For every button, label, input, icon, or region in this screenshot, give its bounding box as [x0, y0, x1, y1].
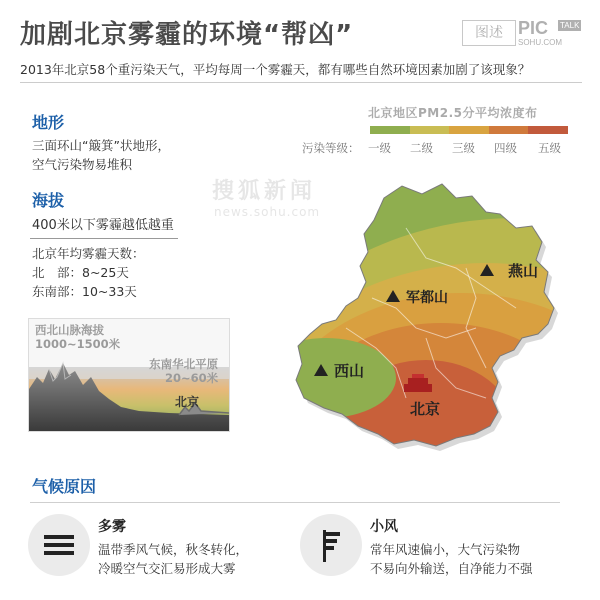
southeast-elevation-label [145, 357, 218, 385]
xishan-label: 西山 [334, 362, 365, 380]
climate-heading: 气候原因 [32, 477, 97, 496]
elevation-illustration [28, 318, 230, 432]
terrain-text [32, 136, 170, 174]
fog-description [98, 540, 248, 578]
legend-level-5: 五级 [538, 141, 561, 155]
legend-swatch-3 [449, 126, 489, 134]
legend-level-1: 一级 [368, 141, 391, 155]
nw-range: 1000~1500米 [35, 337, 121, 351]
se-range: 20~60米 [165, 371, 219, 385]
altitude-line: 北 部：8~25天 [32, 265, 129, 280]
header-divider [20, 82, 582, 83]
wind-description [370, 540, 533, 578]
pollution-bands [286, 168, 586, 468]
fog-line: 冷暖空气交汇易形成大雾 [98, 561, 236, 576]
terrain-line: 空气污染物易堆积 [32, 157, 133, 172]
page-subtitle: 2013年北京58个重污染天气，平均每周一个雾霾天，都有哪些自然环境因素加剧了该现象？ [20, 62, 531, 77]
watermark-en: news.sohu.com [214, 205, 321, 219]
legend-swatch-2 [410, 126, 450, 134]
altitude-line: 东南部：10~33天 [32, 284, 137, 299]
wind-title: 小风 [370, 519, 398, 535]
legend-title: 北京地区PM2.5分平均浓度布 [368, 106, 538, 120]
logo-site-text: SOHU.COM [518, 38, 562, 47]
altitude-highlight: 400米以下雾霾越低越重 [30, 216, 178, 239]
northwest-elevation-label [35, 323, 120, 351]
beijing-city-label: 北京 [410, 400, 441, 418]
junshan-label: 军都山 [406, 290, 448, 306]
watermark-cn: 搜狐新闻 [212, 179, 317, 204]
altitude-heading: 海拔 [32, 191, 65, 210]
wind-line: 常年风速偏小，大气污染物 [370, 542, 521, 557]
legend-level-2: 二级 [410, 141, 433, 155]
site-logo[interactable] [462, 18, 586, 46]
elevation-city-label: 北京 [175, 395, 200, 409]
legend-level-label: 污染等级： [302, 141, 360, 155]
legend-swatch-4 [489, 126, 529, 134]
altitude-text [32, 244, 145, 301]
page-title: 加剧北京雾霾的环境“帮凶” [20, 20, 354, 50]
se-label: 东南华北平原 [149, 357, 219, 371]
legend-level-4: 四级 [494, 141, 517, 155]
altitude-line: 北京年均雾霾天数： [32, 246, 145, 261]
legend-level-3: 三级 [452, 141, 475, 155]
fog-title: 多雾 [98, 519, 126, 535]
legend-swatch-5 [528, 126, 568, 134]
terrain-heading: 地形 [32, 113, 65, 132]
beijing-pm25-map [286, 168, 586, 468]
yanshan-label: 燕山 [508, 262, 539, 280]
logo-pic-text: PIC [518, 18, 549, 38]
climate-divider [30, 502, 560, 503]
fog-line: 温带季风气候，秋冬转化， [98, 542, 249, 557]
terrain-line: 三面环山“簸箕”状地形， [32, 138, 170, 153]
legend-color-bar [370, 126, 568, 134]
legend-swatch-1 [370, 126, 410, 134]
flag-icon [300, 514, 362, 576]
logo-talk-badge: TALK [560, 21, 580, 30]
logo-tushu: 图述 [462, 20, 516, 46]
wind-line: 不易向外输送，自净能力不强 [370, 561, 533, 576]
nw-label: 西北山脉海拔 [35, 323, 104, 337]
fog-icon [28, 514, 90, 576]
